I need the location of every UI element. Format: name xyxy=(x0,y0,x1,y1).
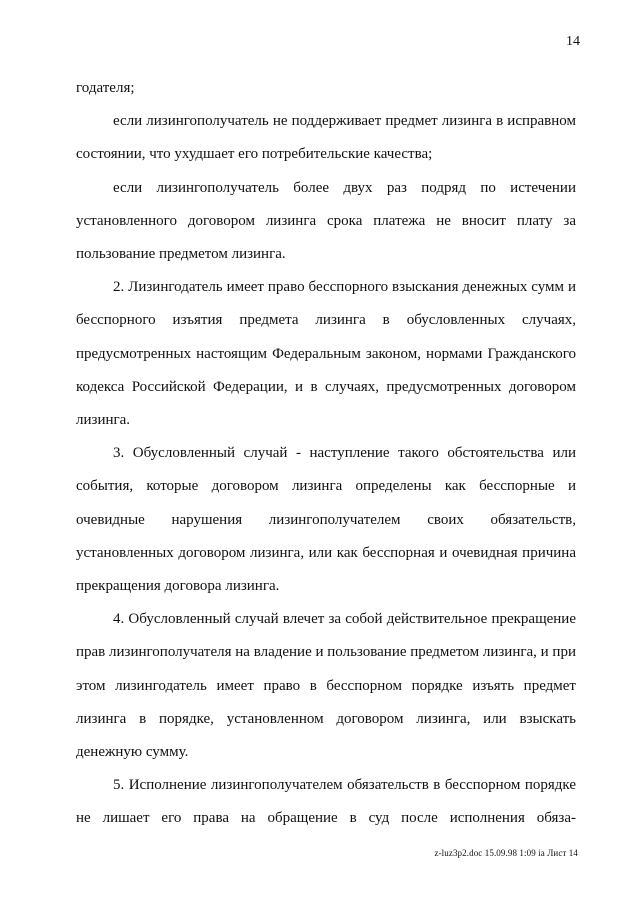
paragraph-condition-2: если лизингополучатель более двух раз подряд по истечении установленного договором лизинга срока платежа не вносит плату за пользование предметом лизинга. xyxy=(76,179,576,263)
page-number: 14 xyxy=(566,34,580,49)
document-body xyxy=(76,72,576,836)
paragraph-item-3: 3. Обусловленный случай - наступление такого обстоятельства или события, которые договором лизинга определены как бесспорные и очевидные нарушения лизингополучателем своих обязательств, установленных договором лизинга, или как бесспорная и очевидная причина прекращения договора лизинга. xyxy=(76,445,576,595)
paragraph-item-5: 5. Исполнение лизингополучателем обязательств в бесспорном порядке не лишает его права на обращение в суд после исполнения обяза- xyxy=(76,777,576,827)
document-footer: z-luz3p2.doc 15.09.98 1:09 ia Лист 14 xyxy=(434,848,578,858)
paragraph-item-2: 2. Лизингодатель имеет право бесспорного взыскания денежных сумм и бесспорного изъятия предмета лизинга в обусловленных случаях, предусмотренных настоящим Федеральным законом, нормами Гражданского кодекса Российской Федерации, и в случаях, предусмотренных договором лизинга. xyxy=(76,279,576,429)
paragraph-item-4: 4. Обусловленный случай влечет за собой действительное прекращение прав лизингополучателя на владение и пользование предметом лизинга, и при этом лизингодатель имеет право в бесспорном порядке изъять предмет лизинга в порядке, установленном договором лизинга, или взыскать денежную сумму. xyxy=(76,611,576,761)
paragraph-continuation: годателя; xyxy=(76,80,135,96)
paragraph-condition-1: если лизингополучатель не поддерживает предмет лизинга в исправном состоянии, что ухудшает его потребительские качества; xyxy=(76,113,576,163)
